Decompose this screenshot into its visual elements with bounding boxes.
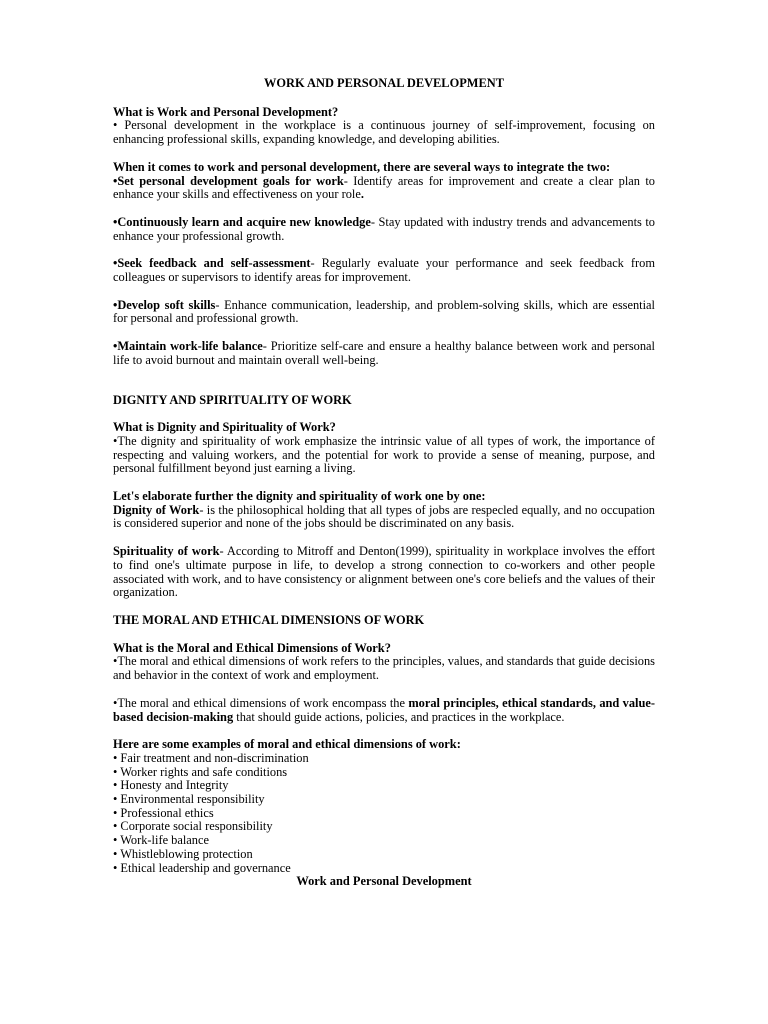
document-page xyxy=(113,77,655,895)
way-term: •Continuously learn and acquire new knowledge xyxy=(113,214,371,229)
examples-list xyxy=(113,752,655,875)
encompass-bold: moral principles, ethical standards, and value-based decision-making xyxy=(113,695,655,724)
way-desc: - Identify areas for improvement and create a clear plan to enhance your skills and effectiveness on your role xyxy=(113,173,655,202)
list-item: • Whistleblowing protection xyxy=(113,846,253,861)
moral-question: What is the Moral and Ethical Dimensions of Work? xyxy=(113,640,391,655)
list-item: • Ethical leadership and governance xyxy=(113,860,291,875)
examples-block xyxy=(113,738,655,889)
encompass-pre: •The moral and ethical dimensions of work encompass the xyxy=(113,695,409,710)
elaborate-heading: Let's elaborate further the dignity and spirituality of work one by one: xyxy=(113,489,486,504)
list-item: • Worker rights and safe conditions xyxy=(113,764,288,779)
moral-definition xyxy=(113,642,655,683)
dignity-of-work-paragraph xyxy=(113,504,655,531)
spirituality-term: Spirituality of work xyxy=(113,544,220,559)
moral-encompass-paragraph xyxy=(113,697,655,724)
way-item xyxy=(113,299,655,326)
spirituality-desc: - According to Mitroff and Denton(1999), spirituality in workplace involves the effort to find one's ultimate purpose in life, to develop a strong connection to co-workers and other people associated with work, and to have consistency or alignment between one's core beliefs and the values of their organization. xyxy=(113,544,656,600)
way-item xyxy=(113,175,655,202)
page-footer: Work and Personal Development xyxy=(296,874,472,889)
dignity-answer: •The dignity and spirituality of work emphasize the intrinsic value of all types of work, the importance of respecting and valuing workers, and the potential for work to provide a sense of meaning, purpose, and personal fulfillment beyond just earning a living. xyxy=(113,433,655,476)
dignity-question: What is Dignity and Spirituality of Work? xyxy=(113,420,336,435)
way-item xyxy=(113,340,655,367)
work-development-definition xyxy=(113,106,655,147)
examples-intro: Here are some examples of moral and ethical dimensions of work: xyxy=(113,737,461,752)
work-development-question: What is Work and Personal Development? xyxy=(113,104,339,119)
way-desc: - Regularly evaluate your performance and seek feedback from colleagues or supervisors to identify areas for improvement. xyxy=(113,256,655,285)
list-item: • Corporate social responsibility xyxy=(113,819,273,834)
moral-answer: •The moral and ethical dimensions of work refers to the principles, values, and standards that guide decisions and behavior in the context of work and employment. xyxy=(113,654,655,683)
dignity-desc: - is the philosophical holding that all types of jobs are respecled equally, and no occupation is considered superior and none of the jobs should be discriminated on any basis. xyxy=(113,502,656,531)
ways-block-1 xyxy=(113,161,655,202)
list-item: • Honesty and Integrity xyxy=(113,778,229,793)
way-item xyxy=(113,257,655,284)
way-desc: - Stay updated with industry trends and advancements to enhance your professional growth. xyxy=(113,214,655,243)
dignity-elaboration xyxy=(113,490,655,531)
way-item xyxy=(113,216,655,243)
encompass-post: that should guide actions, policies, and practices in the workplace. xyxy=(233,709,565,724)
document-title: WORK AND PERSONAL DEVELOPMENT xyxy=(264,76,504,90)
way-term: •Set personal development goals for work xyxy=(113,173,344,188)
way-term: •Seek feedback and self-assessment xyxy=(113,256,311,271)
way-desc: - Prioritize self-care and ensure a healthy balance between work and personal life to avoid burnout and maintain overall well-being. xyxy=(113,339,656,367)
ways-intro: When it comes to work and personal development, there are several ways to integrate the two: xyxy=(113,159,611,174)
list-item: • Environmental responsibility xyxy=(113,792,265,807)
list-item: • Professional ethics xyxy=(113,805,214,820)
dignity-term: Dignity of Work xyxy=(113,502,200,517)
way-term: •Maintain work-life balance xyxy=(113,339,263,354)
way-term: •Develop soft skills xyxy=(113,297,216,312)
dignity-definition xyxy=(113,421,655,476)
work-development-answer: • Personal development in the workplace is a continuous journey of self-improvement, focusing on enhancing professional skills, expanding knowledge, and developing abilities. xyxy=(113,118,655,147)
way-desc: - Enhance communication, leadership, and problem-solving skills, which are essential for personal and professional growth. xyxy=(113,297,655,326)
list-item: • Fair treatment and non-discrimination xyxy=(113,750,309,765)
list-item: • Work-life balance xyxy=(113,833,209,848)
dignity-section-heading: DIGNITY AND SPIRITUALITY OF WORK xyxy=(113,392,352,407)
spirituality-paragraph xyxy=(113,545,655,600)
way-tail: . xyxy=(360,187,364,202)
moral-section-heading: THE MORAL AND ETHICAL DIMENSIONS OF WORK xyxy=(113,612,425,627)
